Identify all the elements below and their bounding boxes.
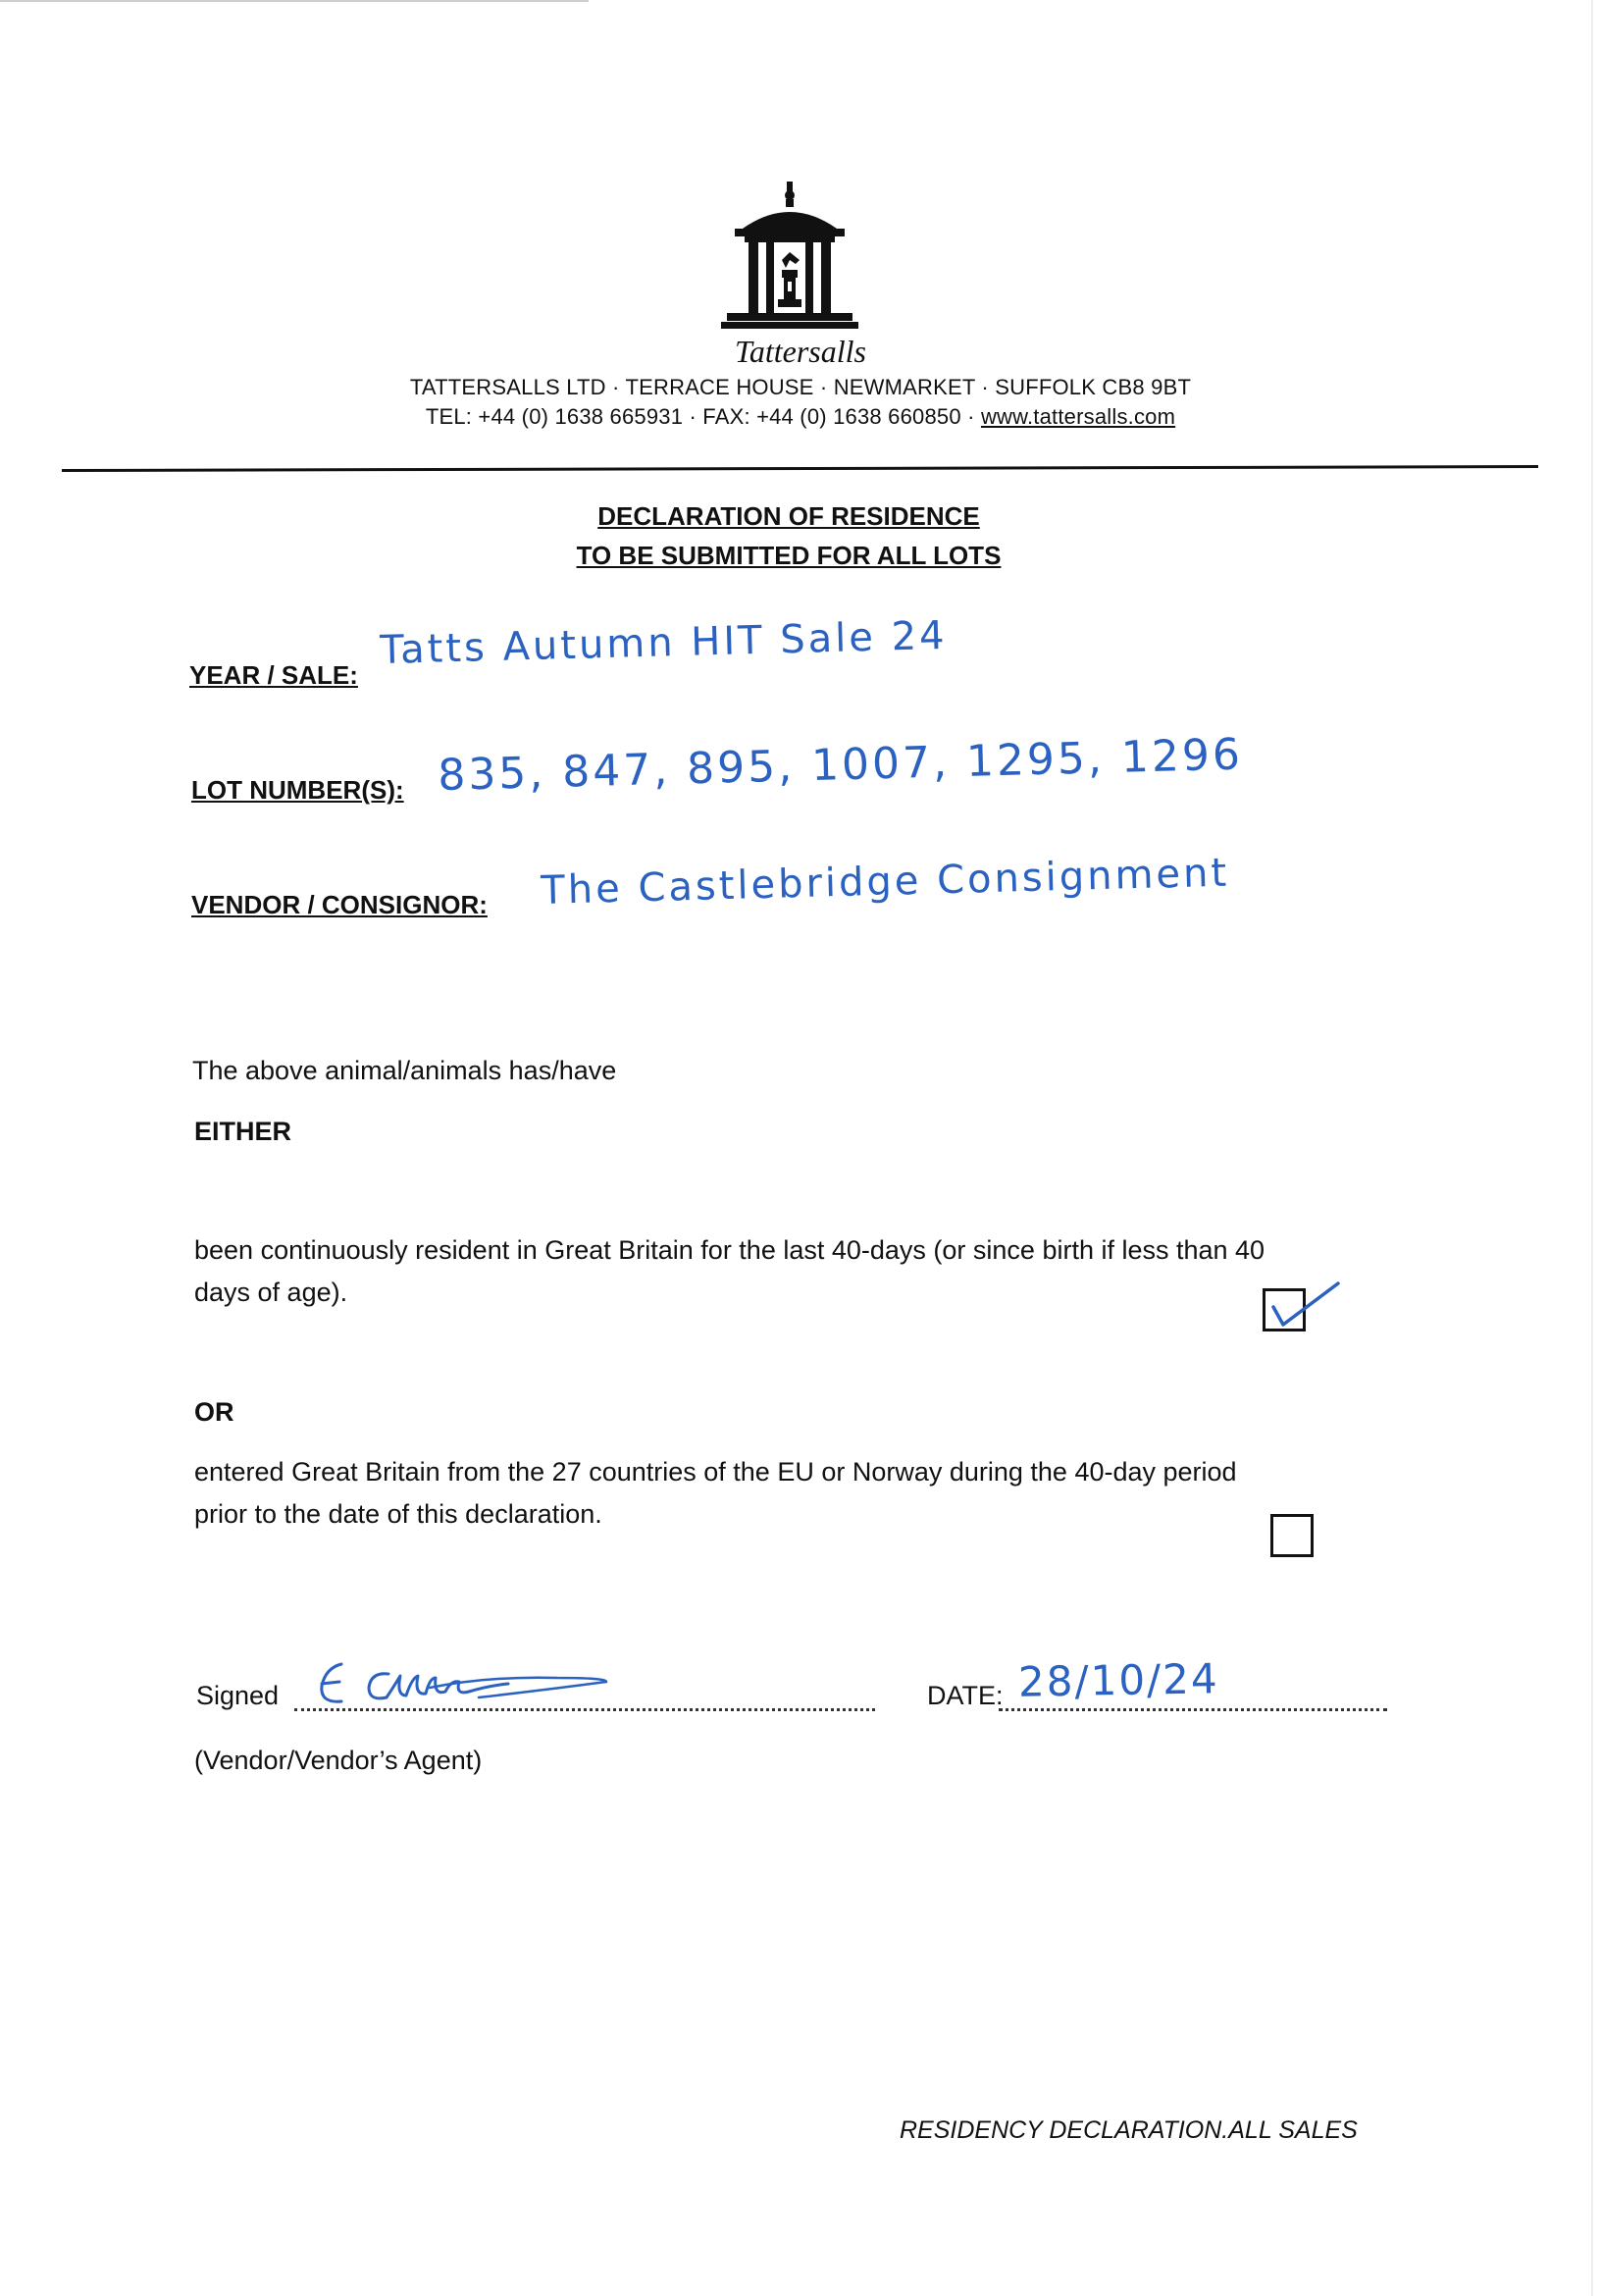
year-sale-label: YEAR / SALE:: [189, 660, 358, 690]
lot-numbers-value[interactable]: 835, 847, 895, 1007, 1295, 1296: [437, 729, 1244, 801]
website-link[interactable]: www.tattersalls.com: [980, 404, 1176, 429]
date-label: DATE:: [927, 1681, 1004, 1710]
vendor-value[interactable]: The Castlebridge Consignment: [540, 850, 1230, 913]
option1-text-line1: been continuously resident in Great Britain for the last 40-days (or since birth if less than 40: [194, 1235, 1265, 1265]
date-line: [999, 1708, 1387, 1711]
signed-label: Signed: [196, 1681, 280, 1710]
pavilion-statue-logo-icon: [721, 182, 858, 334]
option2-checkbox[interactable]: [1270, 1514, 1314, 1557]
handwritten-signature[interactable]: [312, 1656, 626, 1715]
scan-edge: [0, 0, 589, 2]
page-title: DECLARATION OF RESIDENCE: [597, 501, 980, 531]
date-value[interactable]: 28/10/24: [1017, 1654, 1220, 1706]
company-address: TATTERSALLS LTD · TERRACE HOUSE · NEWMARKET · SUFFOLK CB8 9BT: [409, 375, 1192, 399]
page-subtitle: TO BE SUBMITTED FOR ALL LOTS: [576, 541, 1002, 570]
contact-numbers: TEL: +44 (0) 1638 665931 · FAX: +44 (0) 1638 660850 ·: [425, 404, 981, 429]
checkmark-icon: [1269, 1278, 1346, 1334]
either-label: EITHER: [194, 1117, 292, 1146]
option2-text-line1: entered Great Britain from the 27 countries of the EU or Norway during the 40-day period: [194, 1457, 1237, 1487]
brand-name: Tattersalls: [735, 334, 866, 369]
signer-role: (Vendor/Vendor’s Agent): [194, 1746, 483, 1775]
option1-text-line2: days of age).: [194, 1278, 348, 1307]
contact-line: [0, 404, 1601, 430]
declaration-intro: The above animal/animals has/have: [192, 1056, 617, 1085]
vendor-label: VENDOR / CONSIGNOR:: [191, 890, 488, 919]
year-sale-value[interactable]: Tatts Autumn HIT Sale 24: [379, 612, 949, 673]
header-divider: [62, 465, 1538, 472]
lot-numbers-label: LOT NUMBER(S):: [191, 775, 404, 805]
or-label: OR: [194, 1397, 234, 1427]
form-name-footer: RESIDENCY DECLARATION.ALL SALES: [900, 2116, 1358, 2144]
option2-text-line2: prior to the date of this declaration.: [194, 1499, 602, 1529]
